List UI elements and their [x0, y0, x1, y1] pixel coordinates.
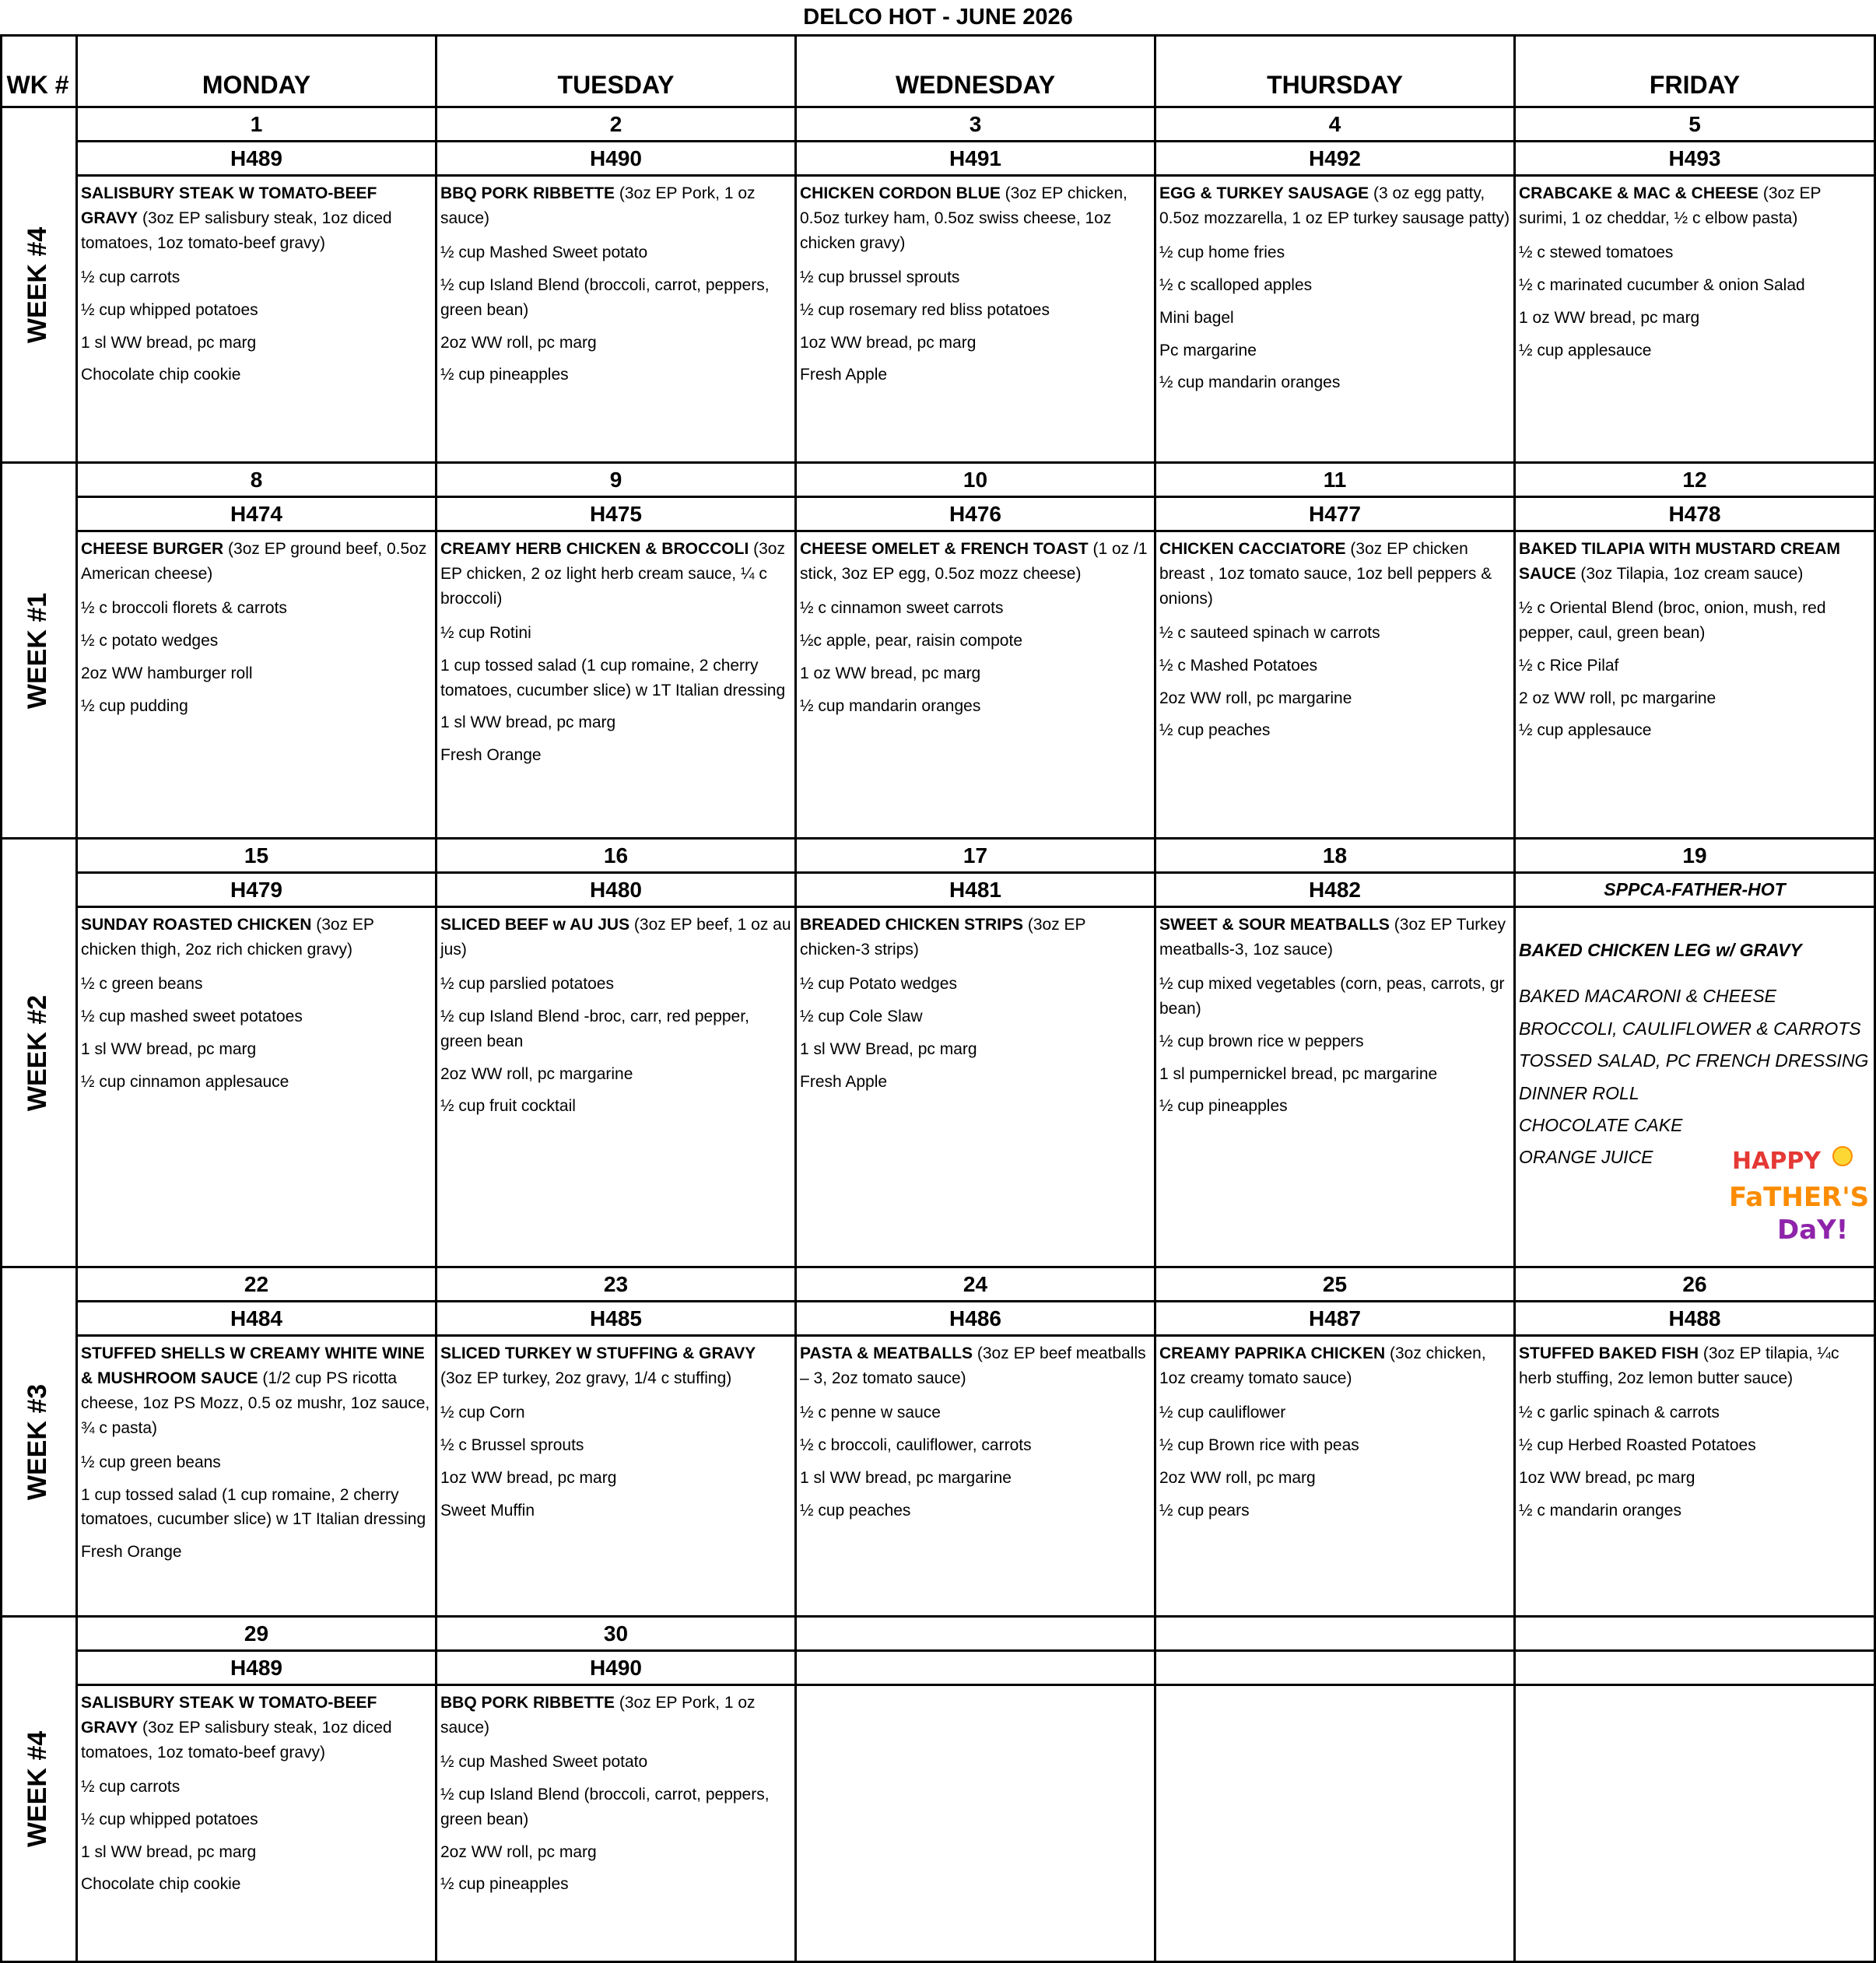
day-menu: [437, 1337, 797, 1618]
main-dish: [800, 913, 1151, 962]
day-menu: [437, 908, 797, 1268]
main-dish-detail: (3oz EP turkey, 2oz gravy, 1/4 c stuffing): [440, 1369, 732, 1387]
side-item: ½ cup mandarin oranges: [1159, 373, 1341, 392]
side-item: Fresh Apple: [800, 1072, 888, 1091]
fathers-text: FaTHER'S: [1729, 1182, 1870, 1213]
side-item: ½ cup pears: [1159, 1501, 1250, 1520]
side-item: Pc margarine: [1159, 341, 1257, 359]
side-item: ½ c cinnamon sweet carrots: [800, 598, 1004, 617]
main-dish-title: SUNDAY ROASTED CHICKEN: [81, 916, 312, 934]
day-date: 24: [797, 1268, 1156, 1302]
main-dish: [1519, 934, 1871, 966]
side-item: ½ c sauteed spinach w carrots: [1159, 623, 1380, 642]
side-item: 1 sl WW bread, pc marg: [440, 713, 616, 732]
side-item: 1 sl pumpernickel bread, pc margarine: [1159, 1064, 1438, 1083]
side-item: 1 sl WW bread, pc margarine: [800, 1468, 1012, 1487]
main-dish: [1159, 1341, 1510, 1391]
main-dish-title: CHICKEN CORDON BLUE: [800, 184, 1001, 202]
day-date: 19: [1516, 840, 1876, 874]
menu-code: [1516, 1652, 1876, 1686]
main-dish-detail: (3oz EP chicken thigh, 2oz rich chicken gravy): [81, 916, 374, 959]
week-label-text: WEEK #3: [23, 1383, 53, 1500]
day-date: [797, 1618, 1156, 1652]
side-item: ½ cup brussel sprouts: [800, 268, 960, 286]
side-item: ½ cup mandarin oranges: [800, 696, 981, 715]
side-item: ½ cup Mashed Sweet potato: [440, 243, 648, 261]
side-item: ½ cup whipped potatoes: [81, 300, 258, 319]
main-dish-detail: (3 oz egg patty, 0.5oz mozzarella, 1 oz EP turkey sausage patty): [1159, 184, 1510, 227]
side-item: 1 oz WW bread, pc marg: [1519, 308, 1700, 327]
side-item: ½ c Mashed Potatoes: [1159, 656, 1318, 675]
day-date: [1156, 1618, 1516, 1652]
main-dish-title: CREAMY PAPRIKA CHICKEN: [1159, 1344, 1386, 1362]
day-date: 10: [797, 464, 1156, 498]
menu-code: H486: [797, 1302, 1156, 1337]
main-dish-detail: (1 oz /1 stick, 3oz EP egg, 0.5oz mozz cheese): [800, 540, 1148, 583]
side-item: 1 sl WW bread, pc marg: [81, 1842, 257, 1861]
day-text: DaY!: [1777, 1215, 1849, 1246]
side-item: ½ cup Mashed Sweet potato: [440, 1752, 648, 1771]
menu-code: H485: [437, 1302, 797, 1337]
menu-code: H479: [78, 874, 437, 908]
main-dish-detail: (3oz chicken, 1oz creamy tomato sauce): [1159, 1344, 1486, 1387]
menu-code: H487: [1156, 1302, 1516, 1337]
main-dish: [440, 913, 791, 962]
side-item: 1oz WW bread, pc marg: [440, 1468, 617, 1487]
day-date: 29: [78, 1618, 437, 1652]
main-dish: [440, 181, 791, 231]
day-header-monday: MONDAY: [78, 34, 437, 108]
main-dish: [81, 1341, 432, 1441]
side-item: ½ cup peaches: [1159, 721, 1271, 740]
side-item: 1 sl WW Bread, pc marg: [800, 1039, 977, 1058]
main-dish-detail: (3oz EP chicken, 0.5oz turkey ham, 0.5oz swiss cheese, 1oz chicken gravy): [800, 184, 1127, 252]
main-dish: [1519, 181, 1871, 231]
side-item: DINNER ROLL: [1519, 1082, 1639, 1103]
main-dish-detail: (3oz EP tilapia, ¼c herb stuffing, 2oz lemon butter sauce): [1519, 1344, 1839, 1387]
side-item: 2oz WW roll, pc margarine: [440, 1064, 633, 1083]
side-item: ½ cup rosemary red bliss potatoes: [800, 300, 1050, 319]
week-label: [0, 464, 78, 840]
side-item: ½ c broccoli florets & carrots: [81, 598, 287, 617]
menu-code: H481: [797, 874, 1156, 908]
main-dish: [81, 537, 432, 587]
main-dish: [1159, 913, 1510, 962]
main-dish-detail: (3oz EP ground beef, 0.5oz American cheese): [81, 540, 427, 583]
day-menu: [1156, 1337, 1516, 1618]
menu-code: H476: [797, 498, 1156, 532]
menu-code: H493: [1516, 142, 1876, 177]
side-item: ½ c Rice Pilaf: [1519, 656, 1619, 675]
day-menu: [797, 177, 1156, 464]
side-item: ½ cup Island Blend (broccoli, carrot, peppers, green bean): [440, 1785, 770, 1828]
menu-code: H482: [1156, 874, 1516, 908]
day-date: 4: [1156, 108, 1516, 142]
week-label-text: WEEK #4: [23, 1730, 53, 1848]
side-item: ½ c Oriental Blend (broc, onion, mush, red pepper, caul, green bean): [1519, 598, 1826, 642]
main-dish: [800, 537, 1151, 587]
week-label: [0, 1268, 78, 1618]
day-date: 9: [437, 464, 797, 498]
menu-code: SPPCA-FATHER-HOT: [1516, 874, 1876, 908]
side-item: 2oz WW hamburger roll: [81, 664, 253, 682]
side-item: ½c apple, pear, raisin compote: [800, 631, 1023, 650]
main-dish-title: PASTA & MEATBALLS: [800, 1344, 973, 1362]
main-dish-title: BBQ PORK RIBBETTE: [440, 184, 615, 202]
side-item: 1oz WW bread, pc marg: [800, 333, 977, 352]
side-item: ½ cup home fries: [1159, 243, 1285, 261]
side-item: 2oz WW roll, pc marg: [440, 333, 597, 352]
week-label: [0, 840, 78, 1268]
week-label-text: WEEK #4: [23, 226, 53, 343]
side-item: 2oz WW roll, pc marg: [440, 1842, 597, 1861]
fathers-day-sun-icon: [1726, 1134, 1871, 1251]
main-dish-title: CHEESE BURGER: [81, 540, 224, 558]
side-item: ½ c garlic spinach & carrots: [1519, 1403, 1720, 1421]
week-label-text: WEEK #2: [23, 994, 53, 1111]
menu-code: H492: [1156, 142, 1516, 177]
day-menu: [1156, 908, 1516, 1268]
main-dish-title: CHEESE OMELET & FRENCH TOAST: [800, 540, 1089, 558]
main-dish-title: STUFFED BAKED FISH: [1519, 1344, 1699, 1362]
side-item: ½ cup green beans: [81, 1453, 221, 1471]
day-menu: [1156, 177, 1516, 464]
side-item: ½ c penne w sauce: [800, 1403, 941, 1421]
side-item: 2oz WW roll, pc margarine: [1159, 689, 1352, 707]
day-menu: [1516, 177, 1876, 464]
menu-code: H475: [437, 498, 797, 532]
side-item: Chocolate chip cookie: [81, 1875, 241, 1894]
main-dish-detail: (3oz EP chicken, 2 oz light herb cream sauce, ¼ c broccoli): [440, 540, 785, 608]
main-dish-title: BAKED CHICKEN LEG w/ GRAVY: [1519, 940, 1802, 960]
main-dish-title: SALISBURY STEAK W TOMATO-BEEF GRAVY: [81, 1694, 377, 1737]
side-item: ½ c scalloped apples: [1159, 275, 1313, 294]
main-dish-detail: (3oz EP Turkey meatballs-3, 1oz sauce): [1159, 916, 1506, 959]
day-menu: [78, 1686, 437, 1963]
side-item: ½ cup applesauce: [1519, 341, 1652, 359]
day-date: 17: [797, 840, 1156, 874]
main-dish-title: BAKED TILAPIA WITH MUSTARD CREAM SAUCE: [1519, 540, 1840, 583]
day-menu: [78, 908, 437, 1268]
menu-code: [797, 1652, 1156, 1686]
day-date: 12: [1516, 464, 1876, 498]
day-date: 18: [1156, 840, 1516, 874]
day-date: [1516, 1618, 1876, 1652]
side-item: ½ cup pineapples: [440, 1875, 569, 1894]
main-dish-detail: (1/2 cup PS ricotta cheese, 1oz PS Mozz, 0.5 oz mushr, 1oz sauce, ¾ c pasta): [81, 1369, 430, 1437]
main-dish-detail: (3oz EP beef meatballs – 3, 2oz tomato sauce): [800, 1344, 1146, 1387]
day-menu: [1156, 532, 1516, 840]
main-dish: [1159, 181, 1510, 231]
main-dish-detail: (3oz EP beef, 1 oz au jus): [440, 916, 791, 959]
main-dish-detail: (3oz EP salisbury steak, 1oz diced tomatoes, 1oz tomato-beef gravy): [81, 209, 392, 252]
main-dish-title: STUFFED SHELLS W CREAMY WHITE WINE & MUSHROOM SAUCE: [81, 1344, 425, 1387]
side-item: 1 cup tossed salad (1 cup romaine, 2 cherry tomatoes, cucumber slice) w 1T Italian dressing: [440, 656, 786, 699]
day-menu: [1516, 1337, 1876, 1618]
day-date: 5: [1516, 108, 1876, 142]
side-item: ½ c Brussel sprouts: [440, 1435, 584, 1454]
side-item: 2 oz WW roll, pc margarine: [1519, 689, 1716, 707]
side-item: Mini bagel: [1159, 308, 1234, 327]
day-menu: [437, 1686, 797, 1963]
day-menu: [1516, 1686, 1876, 1963]
menu-code: H474: [78, 498, 437, 532]
main-dish: [800, 181, 1151, 256]
menu-code: H489: [78, 142, 437, 177]
main-dish-title: CHICKEN CACCIATORE: [1159, 540, 1346, 558]
side-item: ½ c stewed tomatoes: [1519, 243, 1674, 261]
side-item: ½ cup carrots: [81, 1777, 181, 1796]
day-date: 8: [78, 464, 437, 498]
main-dish: [1519, 537, 1871, 587]
day-date: 16: [437, 840, 797, 874]
side-item: Fresh Orange: [81, 1543, 182, 1562]
day-menu: [797, 908, 1156, 1268]
day-date: 23: [437, 1268, 797, 1302]
main-dish: [1519, 1341, 1871, 1391]
day-date: 25: [1156, 1268, 1516, 1302]
side-item: ½ cup Herbed Roasted Potatoes: [1519, 1435, 1756, 1454]
side-item: ½ c green beans: [81, 974, 203, 993]
side-item: ½ cup fruit cocktail: [440, 1097, 576, 1116]
side-item: Fresh Orange: [440, 746, 542, 765]
page-title: DELCO HOT - JUNE 2026: [803, 5, 1073, 30]
side-item: 2oz WW roll, pc marg: [1159, 1468, 1316, 1487]
side-item: ½ cup Cole Slaw: [800, 1007, 923, 1025]
main-dish-detail: (3oz EP salisbury steak, 1oz diced tomatoes, 1oz tomato-beef gravy): [81, 1718, 392, 1761]
day-header-tuesday: TUESDAY: [437, 34, 797, 108]
main-dish: [440, 537, 791, 612]
side-item: ½ cup Island Blend (broccoli, carrot, peppers, green bean): [440, 275, 770, 319]
day-menu: [78, 1337, 437, 1618]
side-item: Sweet Muffin: [440, 1501, 535, 1520]
main-dish: [440, 1691, 791, 1740]
day-header-thursday: THURSDAY: [1156, 34, 1516, 108]
side-item: ½ c mandarin oranges: [1519, 1501, 1681, 1520]
day-date: 30: [437, 1618, 797, 1652]
side-item: ½ cup applesauce: [1519, 721, 1652, 740]
day-date: 26: [1516, 1268, 1876, 1302]
day-menu: [78, 177, 437, 464]
day-menu: [1516, 532, 1876, 840]
side-item: CHOCOLATE CAKE: [1519, 1114, 1683, 1135]
side-item: ½ cup parslied potatoes: [440, 974, 614, 993]
main-dish-title: BBQ PORK RIBBETTE: [440, 1694, 615, 1712]
day-date: 22: [78, 1268, 437, 1302]
day-date: 15: [78, 840, 437, 874]
day-menu: [797, 1337, 1156, 1618]
side-item: BAKED MACARONI & CHEESE: [1519, 986, 1777, 1007]
wk-header: WK #: [0, 34, 78, 108]
side-item: ORANGE JUICE: [1519, 1147, 1653, 1168]
main-dish: [1159, 537, 1510, 612]
menu-code: H488: [1516, 1302, 1876, 1337]
fathers-day-graphic: [1726, 1134, 1871, 1251]
menu-code: H480: [437, 874, 797, 908]
main-dish: [440, 1341, 791, 1391]
day-menu: [797, 532, 1156, 840]
main-dish: [81, 1691, 432, 1765]
side-item: 1 sl WW bread, pc marg: [81, 1039, 257, 1058]
main-dish-detail: (3oz EP Pork, 1 oz sauce): [440, 1694, 756, 1737]
main-dish-title: CREAMY HERB CHICKEN & BROCCOLI: [440, 540, 749, 558]
main-dish: [800, 1341, 1151, 1391]
side-item: ½ cup Island Blend -broc, carr, red pepper, green bean: [440, 1007, 749, 1050]
day-menu: [437, 532, 797, 840]
side-item: 1 sl WW bread, pc marg: [81, 333, 257, 352]
main-dish-detail: (3oz EP chicken breast , 1oz tomato sauce, 1oz bell peppers & onions): [1159, 540, 1492, 608]
side-item: ½ cup mixed vegetables (corn, peas, carrots, gr bean): [1159, 974, 1505, 1018]
side-item: ½ cup Potato wedges: [800, 974, 957, 993]
side-item: ½ cup peaches: [800, 1501, 911, 1520]
side-item: ½ cup pineapples: [1159, 1097, 1288, 1116]
side-item: ½ c broccoli, cauliflower, carrots: [800, 1435, 1032, 1454]
main-dish-title: SALISBURY STEAK W TOMATO-BEEF GRAVY: [81, 184, 377, 227]
main-dish-title: CRABCAKE & MAC & CHEESE: [1519, 184, 1759, 202]
side-item: ½ c potato wedges: [81, 631, 219, 650]
day-date: 2: [437, 108, 797, 142]
menu-code: H477: [1156, 498, 1516, 532]
week-label: [0, 108, 78, 464]
menu-code: H490: [437, 142, 797, 177]
main-dish: [81, 181, 432, 256]
main-dish-title: BREADED CHICKEN STRIPS: [800, 916, 1024, 934]
day-menu: [437, 177, 797, 464]
day-date: 3: [797, 108, 1156, 142]
side-item: ½ cup Corn: [440, 1403, 525, 1421]
side-item: ½ cup carrots: [81, 268, 181, 286]
side-item: ½ cup cinnamon applesauce: [81, 1072, 289, 1091]
main-dish-detail: (3oz EP surimi, 1 oz cheddar, ½ c elbow pasta): [1519, 184, 1822, 227]
side-item: ½ cup pineapples: [440, 366, 569, 384]
day-date: 1: [78, 108, 437, 142]
menu-code: H490: [437, 1652, 797, 1686]
side-item: ½ cup pudding: [81, 696, 188, 715]
day-menu: [78, 532, 437, 840]
side-item: ½ cup cauliflower: [1159, 1403, 1286, 1421]
side-item: 1oz WW bread, pc marg: [1519, 1468, 1695, 1487]
side-item: ½ cup Rotini: [440, 623, 531, 642]
day-menu: [797, 1686, 1156, 1963]
side-item: BROCCOLI, CAULIFLOWER & CARROTS: [1519, 1018, 1861, 1039]
menu-code: [1156, 1652, 1516, 1686]
main-dish: [81, 913, 432, 962]
day-header-friday: FRIDAY: [1516, 34, 1876, 108]
menu-code: H478: [1516, 498, 1876, 532]
side-item: TOSSED SALAD, PC FRENCH DRESSING: [1519, 1050, 1869, 1071]
week-label: [0, 1618, 78, 1963]
main-dish-title: EGG & TURKEY SAUSAGE: [1159, 184, 1369, 202]
side-item: 1 oz WW bread, pc marg: [800, 664, 981, 682]
happy-text: HAPPY: [1732, 1148, 1822, 1175]
main-dish-detail: (3oz EP chicken-3 strips): [800, 916, 1086, 959]
week-label-text: WEEK #1: [23, 592, 53, 709]
main-dish-detail: (3oz Tilapia, 1oz cream sauce): [1576, 564, 1804, 583]
day-menu: [1156, 1686, 1516, 1963]
day-date: 11: [1156, 464, 1516, 498]
menu-calendar-grid: [0, 34, 1876, 1963]
side-item: ½ cup brown rice w peppers: [1159, 1032, 1364, 1050]
main-dish-title: SWEET & SOUR MEATBALLS: [1159, 916, 1390, 934]
side-item: ½ cup whipped potatoes: [81, 1810, 258, 1828]
side-item: 1 cup tossed salad (1 cup romaine, 2 cherry tomatoes, cucumber slice) w 1T Italian dressing: [81, 1485, 426, 1529]
side-item: ½ cup mashed sweet potatoes: [81, 1007, 303, 1025]
main-dish-title: SLICED TURKEY W STUFFING & GRAVY: [440, 1344, 756, 1362]
menu-code: H484: [78, 1302, 437, 1337]
side-item: Fresh Apple: [800, 366, 888, 384]
side-item: ½ c marinated cucumber & onion Salad: [1519, 275, 1805, 294]
day-header-wednesday: WEDNESDAY: [797, 34, 1156, 108]
main-dish-detail: (3oz EP Pork, 1 oz sauce): [440, 184, 756, 227]
menu-code: H489: [78, 1652, 437, 1686]
side-item: ½ cup Brown rice with peas: [1159, 1435, 1359, 1454]
menu-code: H491: [797, 142, 1156, 177]
main-dish-title: SLICED BEEF w AU JUS: [440, 916, 630, 934]
side-item: Chocolate chip cookie: [81, 366, 241, 384]
